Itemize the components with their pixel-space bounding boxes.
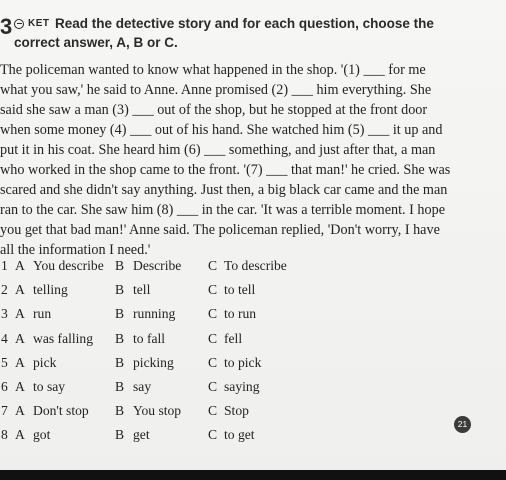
option-a: run [33, 306, 52, 322]
option-row-1 [0, 258, 360, 282]
option-a: pick [33, 354, 57, 370]
screen-bottom-edge [0, 470, 506, 480]
story-line: when some money (4) ___ out of his hand. She watched him (5) ___ it up and [0, 122, 443, 138]
option-c: to pick [224, 354, 262, 370]
question-number: 1 [1, 258, 8, 273]
option-a: was falling [33, 330, 94, 346]
option-a: You describe [33, 258, 104, 273]
option-a: Don't stop [33, 403, 89, 419]
option-c: fell [224, 330, 243, 346]
story-line: scared and she didn't say anything. Just then, a big black car came and the man [0, 182, 448, 198]
option-letter-c: C [208, 403, 218, 419]
exam-icon [14, 19, 24, 29]
option-letter-b: B [115, 330, 125, 346]
option-a: got [33, 427, 51, 443]
option-c: to tell [224, 282, 256, 298]
question-number: 5 [1, 354, 8, 370]
option-b: You stop [133, 403, 182, 419]
option-letter-b: B [115, 427, 125, 443]
option-letter-b: B [115, 306, 125, 322]
option-letter-c: C [208, 427, 218, 443]
option-letter-b: B [115, 258, 125, 273]
option-row-4 [0, 331, 360, 355]
question-number: 8 [1, 427, 8, 443]
option-row-3 [0, 306, 360, 330]
option-row-6 [0, 379, 360, 403]
option-letter-b: B [115, 403, 125, 419]
instruction-line-2: correct answer, A, B or C. [14, 35, 178, 50]
page-number-badge: 21 [454, 416, 471, 433]
question-number: 2 [1, 282, 8, 298]
story-line: who worked in the shop came to the front. '(7) ___ that man!' he cried. She was [0, 162, 451, 178]
option-letter-c: C [208, 330, 218, 346]
option-letter-c: C [208, 378, 218, 394]
option-b: say [133, 378, 152, 394]
option-letter-b: B [115, 354, 125, 370]
instruction-line-1: Read the detective story and for each question, choose the [55, 16, 434, 31]
story-line: you get that bad man!' Anne said. The policeman replied, 'Don't worry, I have [0, 222, 440, 238]
option-row-2 [0, 282, 360, 306]
option-row-5 [0, 355, 360, 379]
option-b: running [133, 306, 176, 322]
story-text [0, 60, 500, 260]
answer-options [0, 258, 360, 452]
option-letter-a: A [15, 427, 25, 443]
option-letter-c: C [208, 258, 218, 273]
option-letter-a: A [15, 403, 25, 419]
option-letter-a: A [15, 306, 25, 322]
story-line: said she saw a man (3) ___ out of the shop, but he stopped at the front door [0, 102, 428, 118]
option-c: To describe [224, 258, 287, 273]
option-b: get [133, 427, 150, 443]
option-letter-a: A [15, 258, 25, 273]
question-number: 7 [1, 403, 8, 419]
option-letter-a: A [15, 354, 25, 370]
option-c: to run [224, 306, 257, 322]
option-letter-b: B [115, 378, 125, 394]
option-b: picking [133, 354, 174, 370]
option-letter-b: B [115, 282, 125, 298]
exercise-number: 3 [0, 14, 13, 39]
option-letter-a: A [15, 330, 25, 346]
story-line: what you saw,' he said to Anne. Anne promised (2) ___ him everything. She [0, 82, 432, 98]
option-letter-c: C [208, 354, 218, 370]
option-letter-c: C [208, 306, 218, 322]
option-b: to fall [133, 330, 166, 346]
option-a: telling [33, 282, 68, 298]
question-number: 3 [1, 306, 8, 322]
story-line: ran to the car. She saw him (8) ___ in the car. 'It was a terrible moment. I hope [0, 202, 445, 218]
option-c: Stop [224, 403, 249, 419]
option-c: to get [224, 427, 255, 443]
question-number: 6 [1, 378, 8, 394]
option-c: saying [224, 378, 260, 394]
option-b: tell [133, 282, 151, 298]
option-b: Describe [133, 258, 182, 273]
story-line: The policeman wanted to know what happened in the shop. '(1) ___ for me [0, 62, 426, 78]
ket-badge: KET [28, 18, 50, 29]
story-line: all the information I need.' [0, 242, 151, 258]
story-line: put it in his coat. She heard him (6) ___ something, and just after that, a man [0, 142, 436, 158]
option-letter-c: C [208, 282, 218, 298]
question-number: 4 [1, 330, 8, 346]
option-letter-a: A [15, 378, 25, 394]
option-row-8 [0, 427, 360, 451]
option-row-7 [0, 403, 360, 427]
option-a: to say [33, 378, 66, 394]
option-letter-a: A [15, 282, 25, 298]
